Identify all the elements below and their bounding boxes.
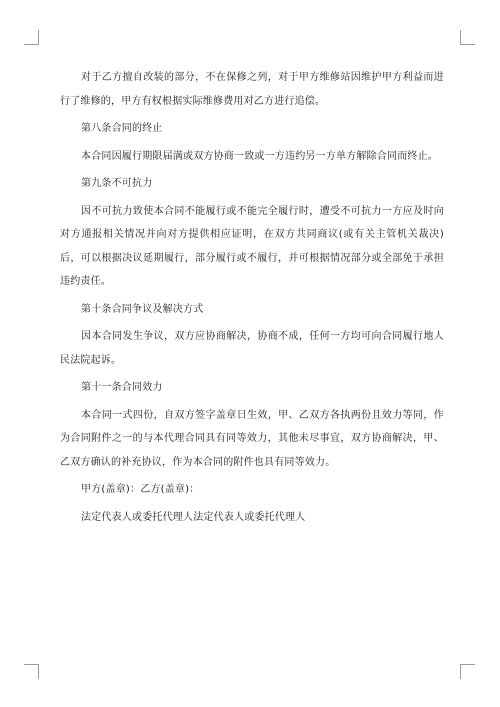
crop-mark-top-right [460,30,475,45]
crop-mark-bottom-left [24,664,39,679]
document-body [60,66,444,533]
para-self-modified-parts: 对于乙方擅自改装的部分，不在保修之列，对于甲方维修站因维护甲方利益而进行了维修的，甲方有权根据实际维修费用对乙方进行追偿。 [60,72,444,107]
para-article-10-body: 因本合同发生争议，双方应协商解决，协商不成，任何一方均可向合同履行地人民法院起诉。 [60,331,444,366]
crop-mark-top-left [24,30,39,45]
crop-mark-bottom-right [460,664,475,679]
para-article-9-body: 因不可抗力致使本合同不能履行或不能完全履行时，遭受不可抗力一方应及时向对方通报相关情况并向对方提供相应证明，在双方共同商议(或有关主管机关裁决)后，可以根据决议延期履行，部分履行或不履行，并可根据情况部分或全部免于承担违约责任。 [60,205,444,287]
heading-article-11: 第十一条合同效力 [81,382,163,393]
heading-article-10: 第十条合同争议及解决方式 [81,303,204,315]
para-article-11-body: 本合同一式四份，自双方签字盖章日生效，甲、乙双方各执两份且效力等同，作为合同附件之一的与本代理合同具有同等效力，其他未尽事宜，双方协商解决，甲、乙双方确认的补充协议，作为本合同的附件也具有同等效力。 [60,409,444,468]
heading-article-9: 第九条不可抗力 [81,178,153,189]
heading-article-8: 第八条合同的终止 [81,123,163,134]
signature-parties: 甲方(盖章)：乙方(盖章)： [81,484,200,495]
signature-representatives: 法定代表人或委托代理人法定代表人或委托代理人 [81,511,306,523]
para-article-8-body: 本合同因履行期限届满或双方协商一致或一方违约另一方单方解除合同而终止。 [81,150,438,162]
